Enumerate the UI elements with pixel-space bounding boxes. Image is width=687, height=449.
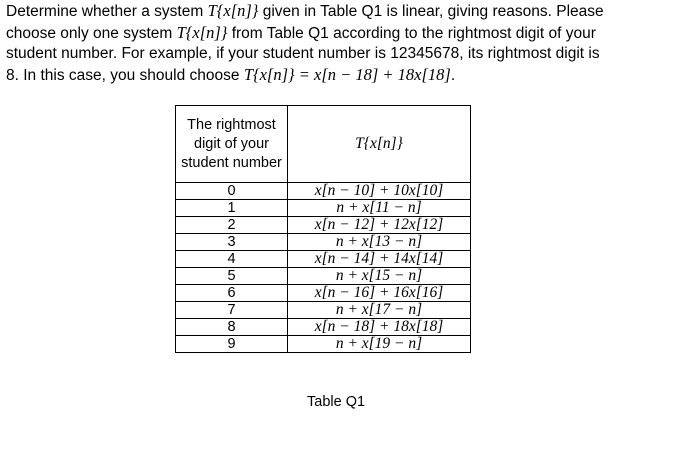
system-cell: x[n − 14] + 14x[14] bbox=[288, 251, 471, 268]
digit-cell: 7 bbox=[176, 302, 288, 319]
digit-cell: 6 bbox=[176, 285, 288, 302]
question-line-4-text: 8. In this case, you should choose bbox=[6, 66, 240, 84]
table-row bbox=[176, 285, 471, 302]
system-cell: n + x[11 − n] bbox=[288, 200, 471, 217]
digit-cell: 9 bbox=[176, 336, 288, 353]
system-cell: n + x[13 − n] bbox=[288, 234, 471, 251]
question-line-4 bbox=[6, 65, 681, 87]
table-row bbox=[176, 200, 471, 217]
digit-cell: 2 bbox=[176, 217, 288, 234]
table-row bbox=[176, 251, 471, 268]
table-row bbox=[176, 319, 471, 336]
question-text bbox=[6, 1, 681, 86]
digit-cell: 5 bbox=[176, 268, 288, 285]
table-row bbox=[176, 217, 471, 234]
system-cell: x[n − 18] + 18x[18] bbox=[288, 319, 471, 336]
question-line-2-text: choose only one system bbox=[6, 24, 173, 42]
digit-cell: 3 bbox=[176, 234, 288, 251]
digit-cell: 4 bbox=[176, 251, 288, 268]
table-header-row bbox=[176, 106, 471, 183]
table-body bbox=[176, 183, 471, 353]
header-system: T{x[n]} bbox=[288, 106, 471, 183]
question-line-2-rest: from Table Q1 according to the rightmost digit of your bbox=[231, 24, 596, 42]
system-symbol: T{x[n]} bbox=[207, 1, 259, 20]
table-row bbox=[176, 336, 471, 353]
system-cell: x[n − 10] + 10x[10] bbox=[288, 183, 471, 200]
question-line-1 bbox=[6, 1, 681, 23]
table-q1 bbox=[175, 105, 471, 353]
table-row bbox=[176, 268, 471, 285]
question-line-1-rest: given in Table Q1 is linear, giving reasons. Please bbox=[262, 3, 604, 20]
digit-cell: 0 bbox=[176, 183, 288, 200]
table-row bbox=[176, 302, 471, 319]
table-row bbox=[176, 234, 471, 251]
example-system: T{x[n]} = x[n − 18] + 18x[18] bbox=[243, 64, 451, 84]
system-cell: n + x[19 − n] bbox=[288, 336, 471, 353]
question-line-3 bbox=[6, 44, 681, 65]
table-row bbox=[176, 183, 471, 200]
digit-cell: 1 bbox=[176, 200, 288, 217]
table-caption: Table Q1 bbox=[307, 394, 366, 410]
system-cell: x[n − 12] + 12x[12] bbox=[288, 217, 471, 234]
digit-cell: 8 bbox=[176, 319, 288, 336]
system-cell: n + x[15 − n] bbox=[288, 268, 471, 285]
question-line-2 bbox=[6, 23, 681, 45]
question-line-1-text: Determine whether a system bbox=[6, 3, 204, 20]
system-cell: x[n − 16] + 16x[16] bbox=[288, 285, 471, 302]
question-line-3-text: student number. For example, if your student number is 12345678, its rightmost digit is bbox=[6, 45, 600, 62]
header-digit: The rightmost digit of your student number bbox=[176, 106, 288, 183]
system-symbol: T{x[n]} bbox=[176, 22, 228, 42]
question-line-4-end: . bbox=[450, 66, 456, 84]
system-cell: n + x[17 − n] bbox=[288, 302, 471, 319]
